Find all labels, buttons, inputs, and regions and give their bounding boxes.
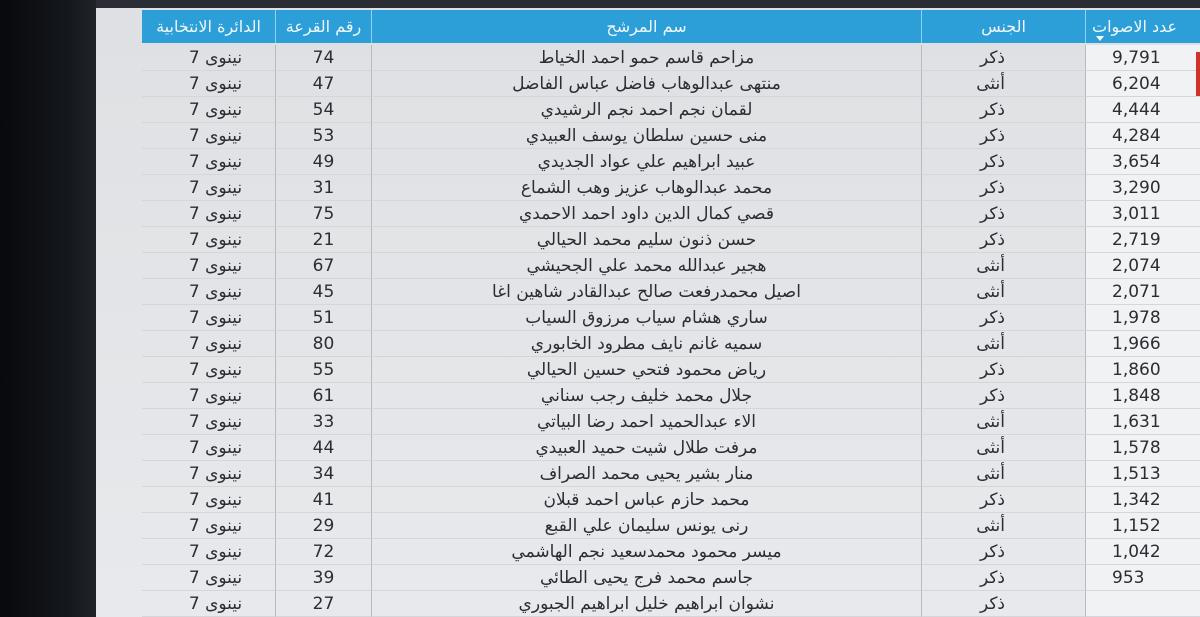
cell-district: نينوى 7 — [142, 461, 276, 487]
cell-candidate-name: سميه غانم نايف مطرود الخابوري — [372, 331, 922, 357]
monitor-bezel-left — [0, 0, 96, 617]
cell-lot-number: 80 — [276, 331, 372, 357]
cell-votes: 1,631 — [1086, 409, 1200, 435]
cell-votes: 1,152 — [1086, 513, 1200, 539]
cell-votes: 3,290 — [1086, 175, 1200, 201]
cell-district: نينوى 7 — [142, 253, 276, 279]
cell-district: نينوى 7 — [142, 71, 276, 97]
cell-district: نينوى 7 — [142, 97, 276, 123]
selection-marker — [1196, 52, 1200, 96]
monitor-bezel-top — [96, 0, 1200, 8]
cell-votes: 1,042 — [1086, 539, 1200, 565]
cell-gender: ذكر — [922, 123, 1086, 149]
cell-gender: ذكر — [922, 175, 1086, 201]
table-row[interactable] — [142, 149, 1200, 175]
table-row[interactable] — [142, 461, 1200, 487]
cell-lot-number: 61 — [276, 383, 372, 409]
cell-district: نينوى 7 — [142, 123, 276, 149]
cell-district: نينوى 7 — [142, 45, 276, 71]
table-row[interactable] — [142, 487, 1200, 513]
table-row[interactable] — [142, 227, 1200, 253]
cell-candidate-name: منتهى عبدالوهاب فاضل عباس الفاضل — [372, 71, 922, 97]
column-header-district[interactable]: الدائرة الانتخابية — [142, 10, 276, 43]
cell-candidate-name: جلال محمد خليف رجب سناني — [372, 383, 922, 409]
cell-district: نينوى 7 — [142, 227, 276, 253]
cell-votes: 1,513 — [1086, 461, 1200, 487]
cell-gender: ذكر — [922, 539, 1086, 565]
cell-lot-number: 41 — [276, 487, 372, 513]
cell-candidate-name: حسن ذنون سليم محمد الحيالي — [372, 227, 922, 253]
cell-lot-number: 54 — [276, 97, 372, 123]
cell-candidate-name: اصيل محمدرفعت صالح عبدالقادر شاهين اغا — [372, 279, 922, 305]
cell-votes: 2,074 — [1086, 253, 1200, 279]
cell-gender: ذكر — [922, 97, 1086, 123]
cell-candidate-name: مزاحم قاسم حمو احمد الخياط — [372, 45, 922, 71]
cell-candidate-name: ميسر محمود محمدسعيد نجم الهاشمي — [372, 539, 922, 565]
cell-candidate-name: مرفت طلال شيت حميد العبيدي — [372, 435, 922, 461]
cell-lot-number: 31 — [276, 175, 372, 201]
column-header-votes[interactable]: عدد الاصوات — [1086, 10, 1200, 43]
cell-candidate-name: جاسم محمد فرج يحيى الطائي — [372, 565, 922, 591]
table-row[interactable] — [142, 279, 1200, 305]
table-row[interactable] — [142, 305, 1200, 331]
cell-lot-number: 27 — [276, 591, 372, 617]
cell-candidate-name: ساري هشام سياب مرزوق السياب — [372, 305, 922, 331]
column-header-candidate-name[interactable]: سم المرشح — [372, 10, 922, 43]
cell-district: نينوى 7 — [142, 331, 276, 357]
table-row[interactable] — [142, 513, 1200, 539]
cell-candidate-name: قصي كمال الدين داود احمد الاحمدي — [372, 201, 922, 227]
cell-lot-number: 45 — [276, 279, 372, 305]
table-row[interactable] — [142, 71, 1200, 97]
table-row[interactable] — [142, 565, 1200, 591]
cell-gender: ذكر — [922, 487, 1086, 513]
cell-candidate-name: منى حسين سلطان يوسف العبيدي — [372, 123, 922, 149]
cell-votes: 9,791 — [1086, 45, 1200, 71]
cell-district: نينوى 7 — [142, 565, 276, 591]
cell-votes: 953 — [1086, 565, 1200, 591]
cell-district: نينوى 7 — [142, 305, 276, 331]
cell-votes: 3,011 — [1086, 201, 1200, 227]
cell-gender: ذكر — [922, 591, 1086, 617]
cell-candidate-name: الاء عبدالحميد احمد رضا البياتي — [372, 409, 922, 435]
table-row[interactable] — [142, 409, 1200, 435]
cell-gender: ذكر — [922, 357, 1086, 383]
cell-lot-number: 74 — [276, 45, 372, 71]
sort-descending-icon[interactable] — [1096, 36, 1104, 41]
table-row[interactable] — [142, 539, 1200, 565]
cell-lot-number: 49 — [276, 149, 372, 175]
cell-candidate-name: نشوان ابراهيم خليل ابراهيم الجبوري — [372, 591, 922, 617]
table-row[interactable] — [142, 45, 1200, 71]
cell-lot-number: 33 — [276, 409, 372, 435]
cell-lot-number: 21 — [276, 227, 372, 253]
table-row[interactable] — [142, 123, 1200, 149]
table-row[interactable] — [142, 253, 1200, 279]
cell-district: نينوى 7 — [142, 435, 276, 461]
cell-candidate-name: محمد عبدالوهاب عزيز وهب الشماع — [372, 175, 922, 201]
cell-lot-number: 44 — [276, 435, 372, 461]
cell-candidate-name: رنى يونس سليمان علي القبع — [372, 513, 922, 539]
table-row[interactable] — [142, 435, 1200, 461]
cell-votes: 4,444 — [1086, 97, 1200, 123]
cell-district: نينوى 7 — [142, 149, 276, 175]
cell-district: نينوى 7 — [142, 513, 276, 539]
cell-district: نينوى 7 — [142, 357, 276, 383]
cell-candidate-name: عبيد ابراهيم علي عواد الجديدي — [372, 149, 922, 175]
cell-gender: ذكر — [922, 201, 1086, 227]
table-row[interactable] — [142, 201, 1200, 227]
cell-lot-number: 72 — [276, 539, 372, 565]
cell-district: نينوى 7 — [142, 409, 276, 435]
cell-votes: 3,654 — [1086, 149, 1200, 175]
cell-candidate-name: رياض محمود فتحي حسين الحيالي — [372, 357, 922, 383]
cell-lot-number: 53 — [276, 123, 372, 149]
table-row[interactable] — [142, 331, 1200, 357]
table-row[interactable] — [142, 591, 1200, 617]
cell-gender: ذكر — [922, 149, 1086, 175]
cell-gender: ذكر — [922, 45, 1086, 71]
cell-gender: أنثى — [922, 409, 1086, 435]
cell-district: نينوى 7 — [142, 201, 276, 227]
cell-votes — [1086, 591, 1200, 617]
table-row[interactable] — [142, 383, 1200, 409]
cell-lot-number: 39 — [276, 565, 372, 591]
cell-lot-number: 51 — [276, 305, 372, 331]
cell-district: نينوى 7 — [142, 279, 276, 305]
cell-votes: 2,071 — [1086, 279, 1200, 305]
cell-gender: ذكر — [922, 383, 1086, 409]
table-row[interactable] — [142, 97, 1200, 123]
table-row[interactable] — [142, 175, 1200, 201]
cell-lot-number: 75 — [276, 201, 372, 227]
cell-votes: 1,848 — [1086, 383, 1200, 409]
cell-district: نينوى 7 — [142, 487, 276, 513]
results-screen — [96, 8, 1200, 617]
cell-lot-number: 29 — [276, 513, 372, 539]
cell-candidate-name: هجير عبدالله محمد علي الجحيشي — [372, 253, 922, 279]
cell-district: نينوى 7 — [142, 175, 276, 201]
cell-lot-number: 34 — [276, 461, 372, 487]
results-table-body — [142, 45, 1200, 617]
column-header-lot-number[interactable]: رقم القرعة — [276, 10, 372, 43]
cell-votes: 1,860 — [1086, 357, 1200, 383]
cell-gender: ذكر — [922, 565, 1086, 591]
cell-candidate-name: منار بشير يحيى محمد الصراف — [372, 461, 922, 487]
cell-votes: 1,578 — [1086, 435, 1200, 461]
cell-gender: أنثى — [922, 253, 1086, 279]
cell-votes: 2,719 — [1086, 227, 1200, 253]
column-header-gender[interactable]: الجنس — [922, 10, 1086, 43]
cell-votes: 4,284 — [1086, 123, 1200, 149]
cell-gender: أنثى — [922, 513, 1086, 539]
cell-gender: أنثى — [922, 331, 1086, 357]
cell-candidate-name: محمد حازم عباس احمد قبلان — [372, 487, 922, 513]
cell-votes: 6,204 — [1086, 71, 1200, 97]
cell-votes: 1,966 — [1086, 331, 1200, 357]
cell-lot-number: 55 — [276, 357, 372, 383]
table-header — [142, 10, 1200, 43]
cell-district: نينوى 7 — [142, 383, 276, 409]
cell-gender: ذكر — [922, 305, 1086, 331]
table-row[interactable] — [142, 357, 1200, 383]
cell-gender: أنثى — [922, 71, 1086, 97]
cell-votes: 1,978 — [1086, 305, 1200, 331]
cell-district: نينوى 7 — [142, 539, 276, 565]
cell-district: نينوى 7 — [142, 591, 276, 617]
cell-gender: ذكر — [922, 227, 1086, 253]
cell-gender: أنثى — [922, 279, 1086, 305]
cell-lot-number: 67 — [276, 253, 372, 279]
cell-lot-number: 47 — [276, 71, 372, 97]
cell-candidate-name: لقمان نجم احمد نجم الرشيدي — [372, 97, 922, 123]
cell-gender: أنثى — [922, 461, 1086, 487]
cell-votes: 1,342 — [1086, 487, 1200, 513]
cell-gender: أنثى — [922, 435, 1086, 461]
